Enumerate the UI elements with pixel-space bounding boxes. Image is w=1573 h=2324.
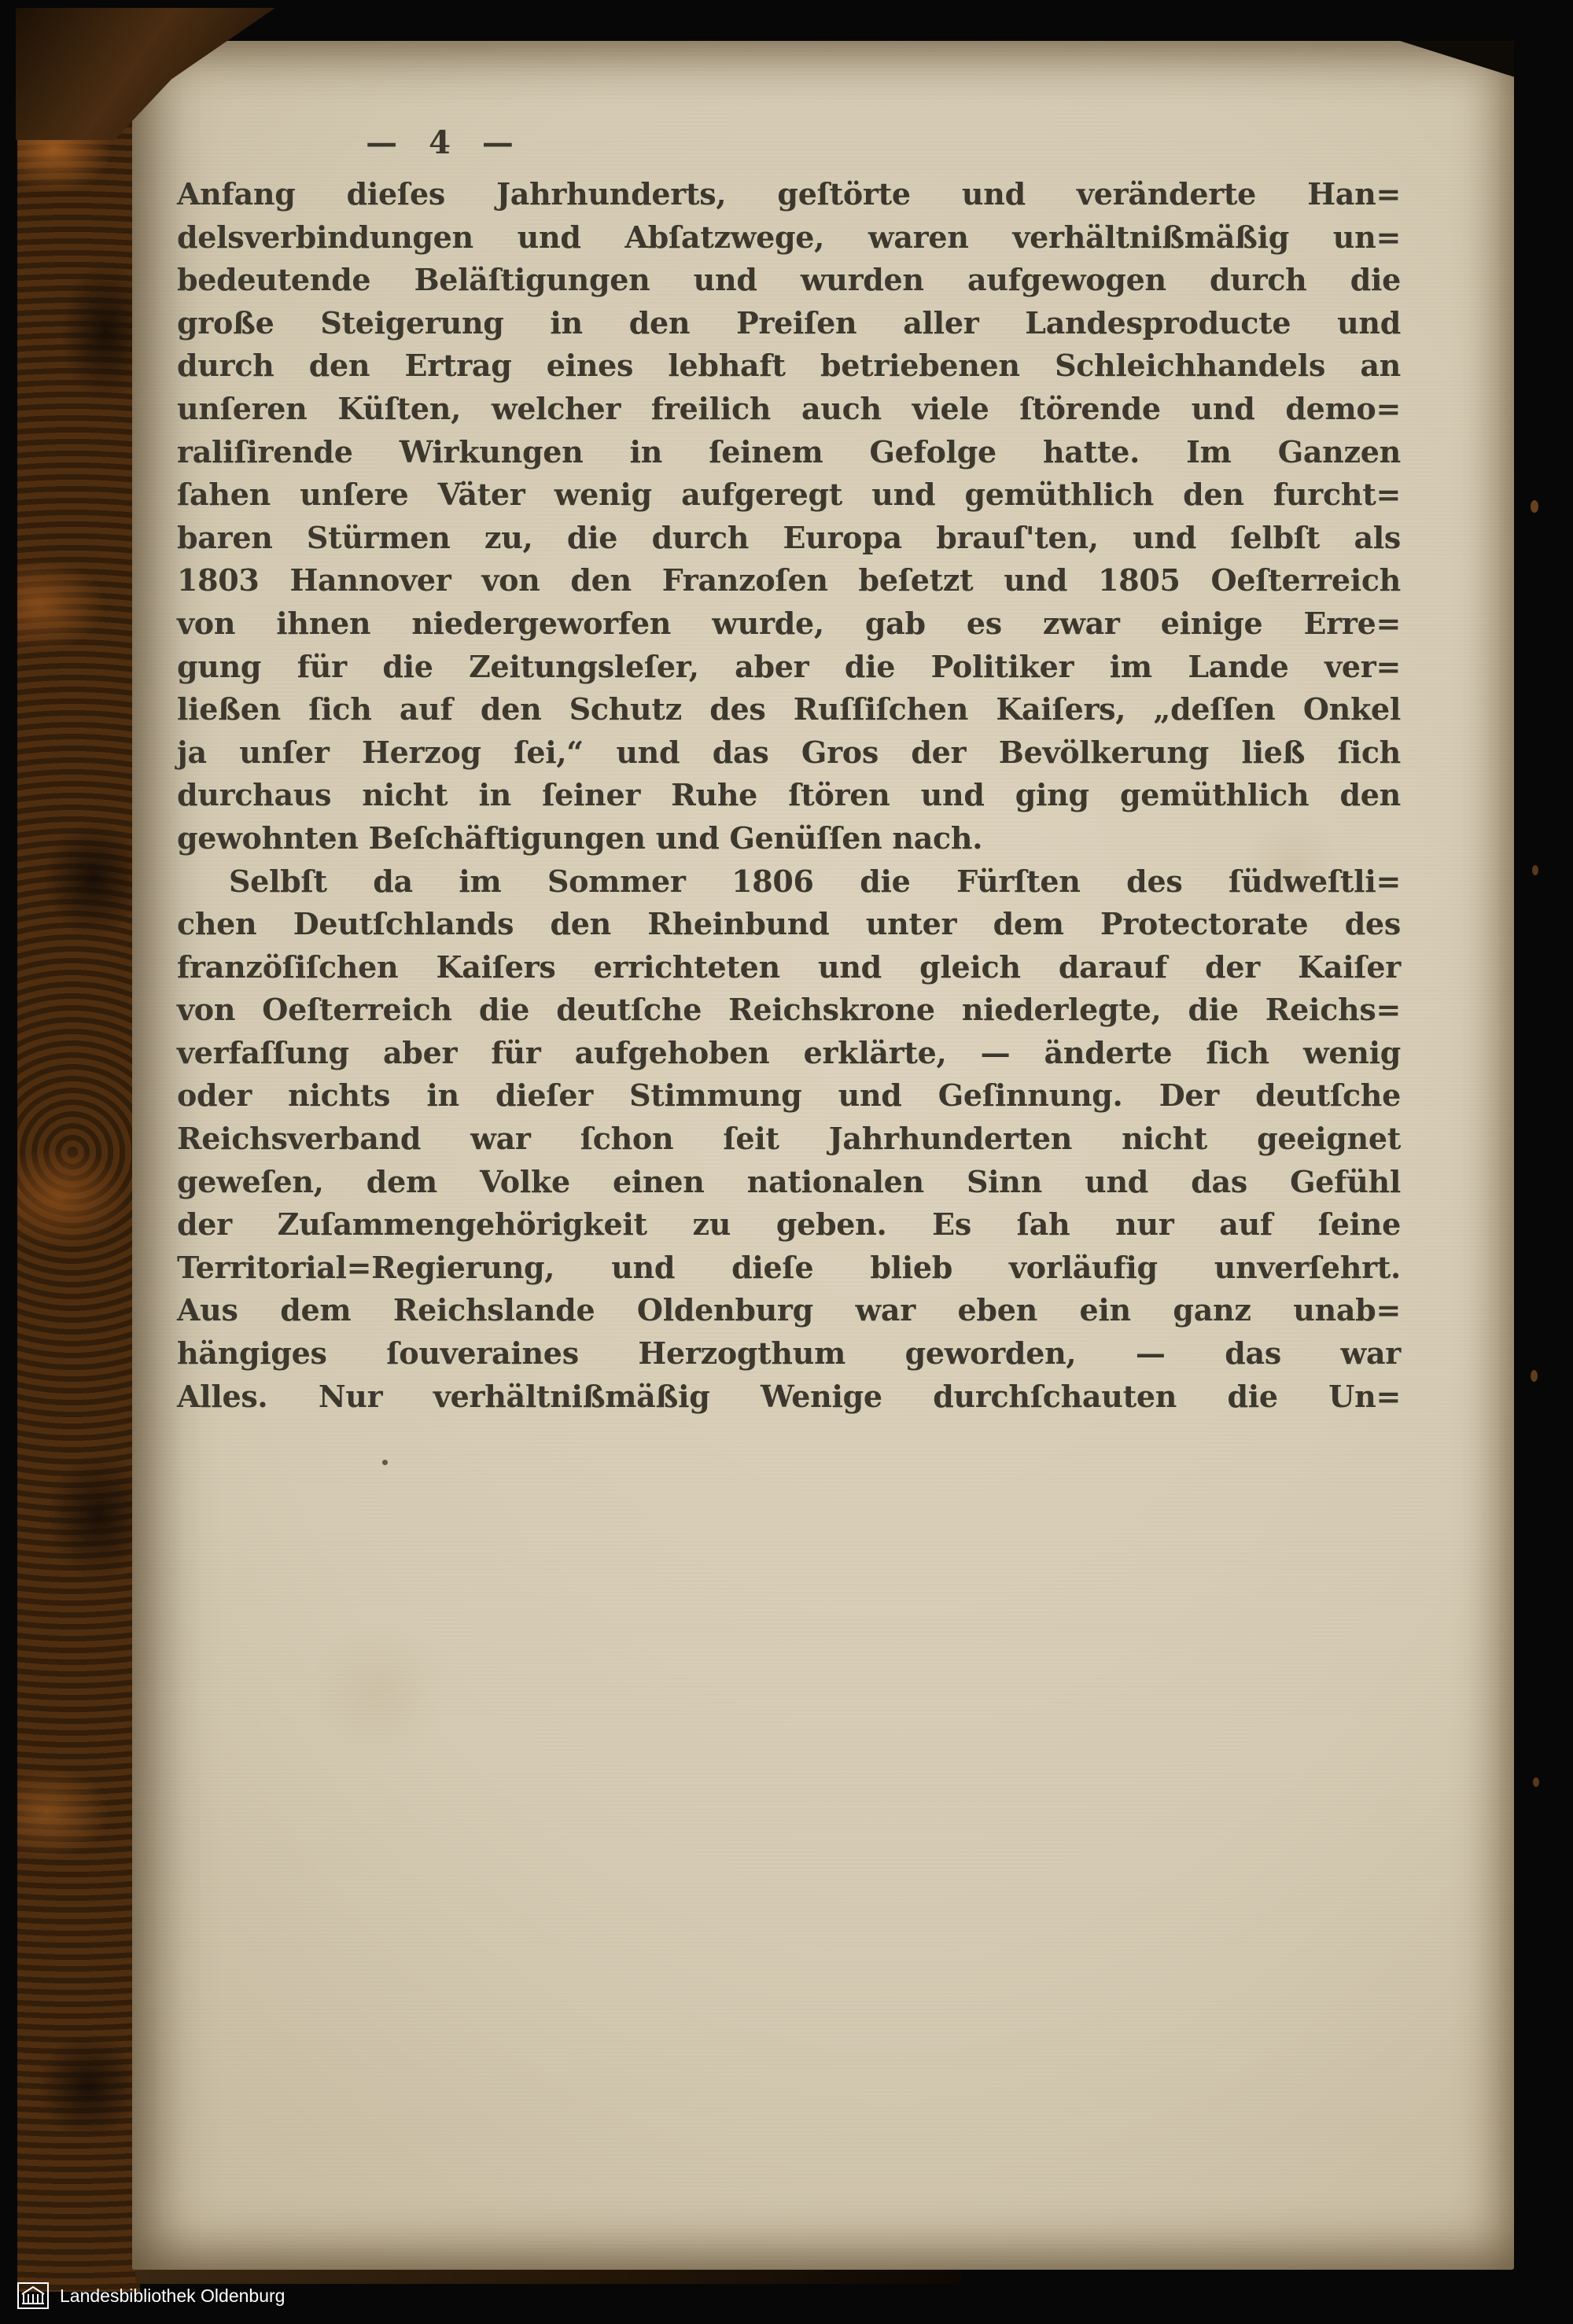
margin-speck (1531, 1370, 1538, 1382)
text-line: durchaus nicht in ſeiner Ruhe ſtören und ging gemüthlich den (177, 777, 1401, 813)
text-line: franzöſiſchen Kaiſers errichteten und gleich darauf der Kaiſer (177, 948, 1401, 985)
text-line: ſahen unſere Väter wenig aufgeregt und gemüthlich den furcht= (177, 477, 1401, 513)
text-line: große Steigerung in den Preiſen aller Landesproducte und (177, 304, 1401, 341)
book-page (132, 41, 1514, 2270)
margin-speck (1533, 1777, 1539, 1787)
text-line: ließen ſich auf den Schutz des Ruſſiſchen Kaiſers, „deſſen Onkel (177, 691, 1401, 727)
margin-speck (1531, 500, 1538, 513)
text-line: gung für die Zeitungsleſer, aber die Politiker im Lande ver= (177, 648, 1401, 684)
text-line: raliſirende Wirkungen in ſeinem Gefolge hatte. Im Ganzen (177, 433, 1401, 470)
text-line: 1803 Hannover von den Franzoſen beſetzt und 1805 Oeſterreich (177, 562, 1401, 598)
text-line: Territorial=Regierung, und dieſe blieb vorläufig unverſehrt. (177, 1249, 1401, 1285)
page-corner-shadow (1400, 41, 1514, 82)
text-line: gewohnten Beſchäftigungen und Genüſſen nach. (177, 819, 983, 856)
margin-speck (1532, 865, 1538, 875)
text-line: verfaſſung aber für aufgehoben erklärte, — änderte ſich wenig (177, 1034, 1401, 1070)
library-watermark (17, 2276, 285, 2315)
text-line: chen Deutſchlands den Rheinbund unter dem Protectorate des (177, 906, 1401, 942)
text-line: geweſen, dem Volke einen nationalen Sinn und das Gefühl (177, 1163, 1401, 1199)
text-line: oder nichts in dieſer Stimmung und Geſinnung. Der deutſche (177, 1077, 1401, 1114)
text-line: der Zuſammengehörigkeit zu geben. Es ſah nur auf ſeine (177, 1206, 1401, 1243)
text-line: unſeren Küſten, welcher freilich auch viele ſtörende und demo= (177, 390, 1401, 426)
text-line: durch den Ertrag eines lebhaft betriebenen Schleichhandels an (177, 348, 1401, 384)
text-line: Aus dem Reichslande Oldenburg war eben ein ganz unab= (177, 1292, 1401, 1328)
paper-speck (382, 1460, 388, 1465)
text-line: von ihnen niedergeworfen wurde, gab es zwar einige Erre= (177, 605, 1401, 641)
text-line: hängiges ſouveraines Herzogthum geworden, — das war (177, 1335, 1401, 1372)
text-line: ja unſer Herzog ſei,“ und das Gros der Bevölkerung ließ ſich (177, 734, 1401, 770)
text-line: Anfang dieſes Jahrhunderts, geſtörte und veränderte Han= (177, 176, 1401, 212)
text-line: von Oeſterreich die deutſche Reichskrone niederlegte, die Reichs= (177, 992, 1401, 1028)
text-line: Selbſt da im Sommer 1806 die Fürſten des ſüdweſtli= (229, 863, 1401, 899)
library-icon (17, 2282, 49, 2309)
text-line: baren Stürmen zu, die durch Europa brauſ'ten, und ſelbſt als (177, 519, 1401, 555)
watermark-label: Landesbibliothek Oldenburg (60, 2285, 285, 2306)
text-line: delsverbindungen und Abſatzwege, waren verhältnißmäßig un= (177, 219, 1401, 255)
text-block (177, 173, 1401, 1418)
text-line: Alles. Nur verhältnißmäßig Wenige durchſchauten die Un= (177, 1378, 1401, 1414)
book-cover-edge (17, 13, 140, 2292)
text-line: bedeutende Beläſtigungen und wurden aufgewogen durch die (177, 262, 1401, 298)
page-number: — 4 — (366, 124, 515, 161)
text-line: Reichsverband war ſchon ſeit Jahrhunderten nicht geeignet (177, 1121, 1401, 1157)
